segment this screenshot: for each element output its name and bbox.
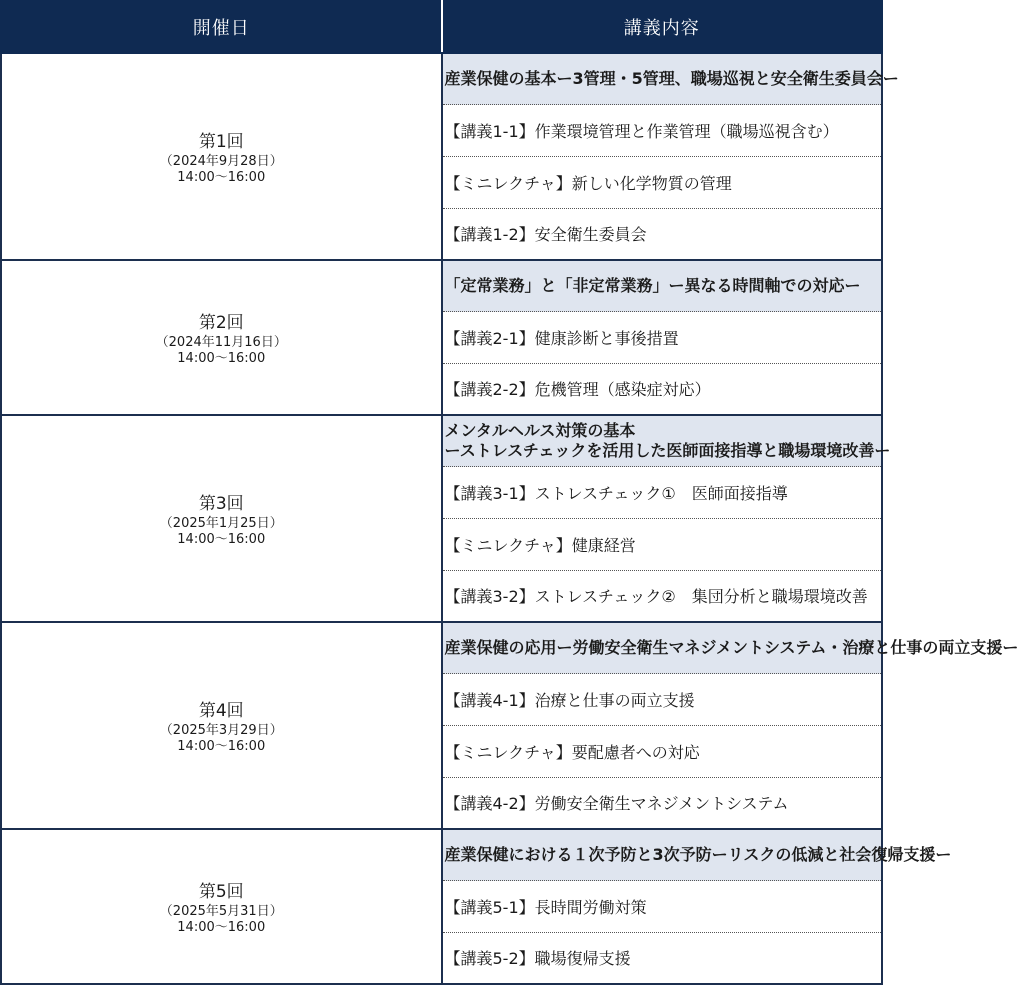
session-date: （2025年5月31日） <box>159 903 283 919</box>
lecture-item: 【講義1-2】安全衛生委員会 <box>442 208 883 260</box>
theme-line: 産業保健における１次予防と3次予防ーリスクの低減と社会復帰支援ー <box>444 844 952 864</box>
session-time: 14:00〜16:00 <box>177 169 266 185</box>
session-date: （2025年1月25日） <box>159 515 283 531</box>
theme-line: 「定常業務」と「非定常業務」ー異なる時間軸での対応ー <box>444 275 861 295</box>
theme-line: 産業保健の基本ー3管理・5管理、職場巡視と安全衛生委員会ー <box>444 69 899 89</box>
session-name: 第3回 <box>198 493 244 514</box>
lecture-item: 【ミニレクチャ】健康経営 <box>442 518 883 570</box>
lecture-item: 【講義1-1】作業環境管理と作業管理（職場巡視含む） <box>442 105 883 157</box>
session-theme <box>442 415 891 467</box>
theme-line: メンタルヘルス対策の基本 <box>444 421 636 441</box>
session-name: 第1回 <box>198 131 244 152</box>
session-time: 14:00〜16:00 <box>177 738 266 754</box>
session-date: （2024年9月28日） <box>159 153 283 169</box>
session-date-cell <box>1 829 442 984</box>
session-theme <box>442 622 1018 674</box>
lecture-item: 【ミニレクチャ】要配慮者への対応 <box>442 725 883 777</box>
theme-line: 産業保健の応用ー労働安全衛生マネジメントシステム・治療と仕事の両立支援ー <box>444 638 1018 658</box>
session-theme <box>442 260 883 312</box>
session-date-cell <box>1 622 442 829</box>
lecture-item: 【講義4-2】労働安全衛生マネジメントシステム <box>442 777 883 829</box>
session-date: （2024年11月16日） <box>155 334 287 350</box>
lecture-item: 【講義2-1】健康診断と事後措置 <box>442 312 883 364</box>
session-date-cell <box>1 53 442 260</box>
session-name: 第4回 <box>198 700 244 721</box>
lecture-item: 【講義4-1】治療と仕事の両立支援 <box>442 674 883 726</box>
session-time: 14:00〜16:00 <box>177 919 266 935</box>
session-date-cell <box>1 415 442 622</box>
lecture-item: 【講義3-2】ストレスチェック② 集団分析と職場環境改善 <box>442 570 883 622</box>
session-date: （2025年3月29日） <box>159 722 283 738</box>
session-theme-row <box>1 415 882 467</box>
session-theme-row <box>1 829 882 881</box>
schedule-body <box>1 53 1018 984</box>
header-row <box>1 1 882 53</box>
lecture-item: 【講義5-1】長時間労働対策 <box>442 881 883 933</box>
lecture-item: 【講義5-2】職場復帰支援 <box>442 932 883 984</box>
header-date: 開催日 <box>1 1 442 53</box>
session-theme <box>442 53 899 105</box>
session-time: 14:00〜16:00 <box>177 531 266 547</box>
theme-line: ーストレスチェックを活用した医師面接指導と職場環境改善ー <box>444 441 891 461</box>
lecture-item: 【講義2-2】危機管理（感染症対応） <box>442 363 883 415</box>
session-name: 第2回 <box>198 312 244 333</box>
session-theme-row <box>1 260 882 312</box>
session-name: 第5回 <box>198 881 244 902</box>
session-time: 14:00〜16:00 <box>177 350 266 366</box>
session-date-cell <box>1 260 442 415</box>
session-theme-row <box>1 622 882 674</box>
session-theme <box>442 829 952 881</box>
header-content: 講義内容 <box>442 1 883 53</box>
lecture-item: 【講義3-1】ストレスチェック① 医師面接指導 <box>442 467 883 519</box>
lecture-item: 【ミニレクチャ】新しい化学物質の管理 <box>442 156 883 208</box>
session-theme-row <box>1 53 882 105</box>
